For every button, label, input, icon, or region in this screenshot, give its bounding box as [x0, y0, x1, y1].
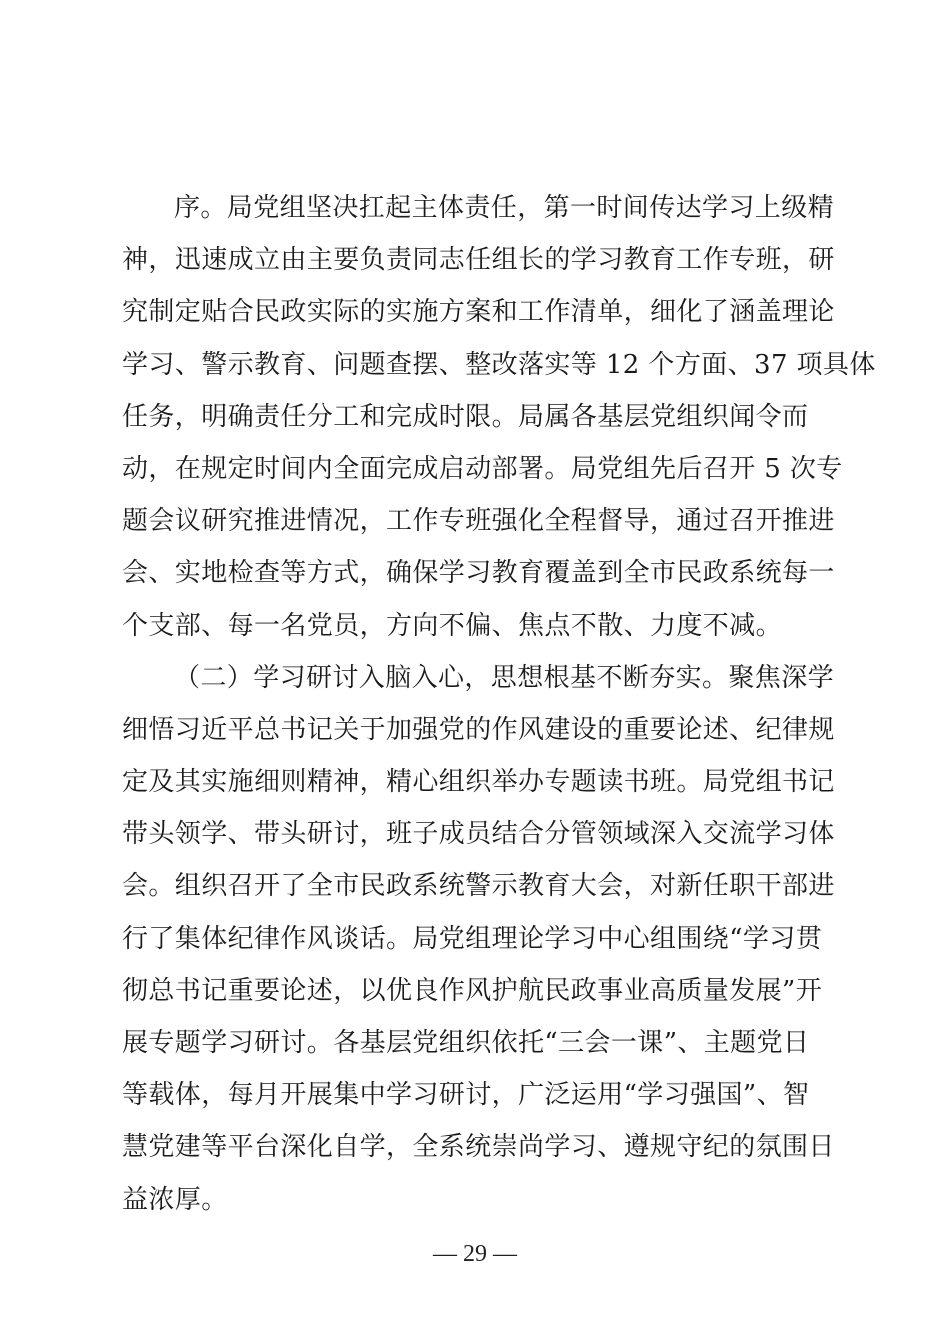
text-line: 神，迅速成立由主要负责同志任组长的学习教育工作专班，研 — [122, 245, 835, 276]
text-line: 题会议研究推进情况，工作专班强化全程督导，通过召开推进 — [122, 506, 835, 537]
text-line: 行了集体纪律作风谈话。局党组理论学习中心组围绕“学习贯 — [122, 923, 823, 954]
body-text — [122, 182, 876, 1226]
text-line: 个支部、每一名党员，方向不偏、焦点不散、力度不减。 — [122, 610, 783, 641]
text-line: 益浓厚。 — [122, 1184, 228, 1215]
text-line: 细悟习近平总书记关于加强党的作风建设的重要论述、纪律规 — [122, 714, 835, 745]
text-line: 序。局党组坚决扛起主体责任，第一时间传达学习上级精 — [174, 193, 835, 223]
text-line: 究制定贴合民政实际的实施方案和工作清单，细化了涵盖理论 — [122, 297, 835, 328]
text-line: 动，在规定时间内全面完成启动部署。局党组先后召开 5 次专 — [122, 453, 843, 484]
text-line: 彻总书记重要论述，以优良作风护航民政事业高质量发展”开 — [122, 975, 823, 1006]
text-line: 带头领学、带头研讨，班子成员结合分管领域深入交流学习体 — [122, 819, 835, 850]
text-line: 展专题学习研讨。各基层党组织依托“三会一课”、主题党日 — [122, 1028, 810, 1058]
page-number: — 29 — — [433, 1241, 517, 1267]
section-heading-line: （二）学习研讨入脑入心，思想根基不断夯实。聚焦深学 — [174, 662, 835, 693]
text-line: 任务，明确责任分工和完成时限。局属各基层党组织闻令而 — [122, 401, 809, 432]
text-line: 定及其实施细则精神，精心组织举办专题读书班。局党组书记 — [122, 767, 835, 798]
text-line: 会、实地检查等方式，确保学习教育覆盖到全市民政系统每一 — [122, 558, 835, 589]
text-line: 等载体，每月开展集中学习研讨，广泛运用“学习强国”、智 — [122, 1080, 810, 1111]
text-line: 会。组织召开了全市民政系统警示教育大会，对新任职干部进 — [122, 871, 835, 902]
text-line: 慧党建等平台深化自学，全系统崇尚学习、遵规守纪的氛围日 — [122, 1132, 835, 1163]
text-line: 学习、警示教育、问题查摆、整改落实等 12 个方面、37 项具体 — [122, 349, 876, 380]
